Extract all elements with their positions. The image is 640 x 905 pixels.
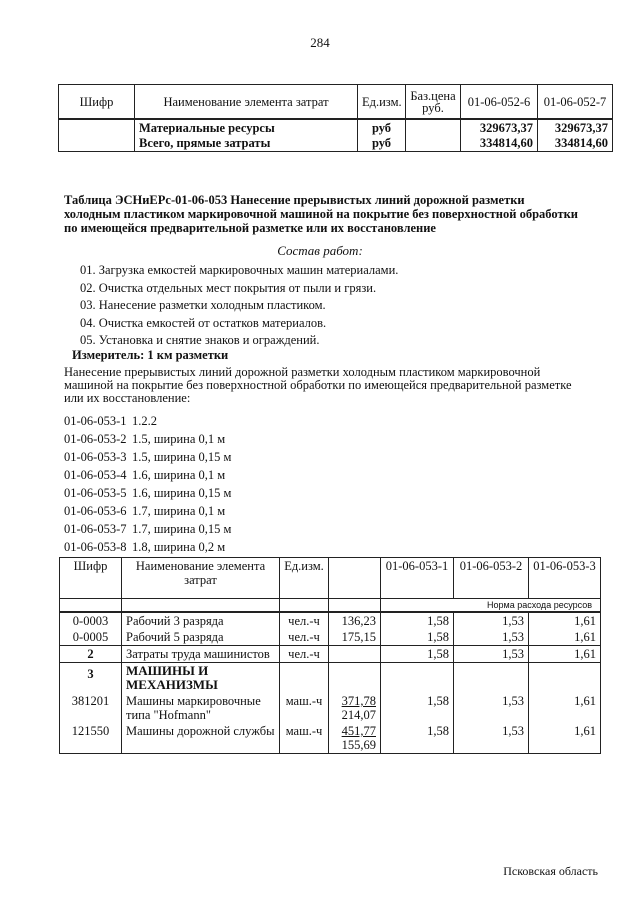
cell-name: Затраты труда машинистов [122, 646, 280, 663]
cell-name: Машины маркировочные типа "Hofmann" [122, 693, 280, 723]
cell-value-1: 1,58 [381, 612, 454, 629]
meter-label: Измеритель: 1 км разметки [72, 348, 229, 362]
empty-cell [454, 663, 529, 694]
description-line: машиной на покрытие без поверхностной обработки по имеющейся предварительной разметке [64, 378, 572, 392]
cell-name: Рабочий 3 разряда [122, 612, 280, 629]
list-item: 05. Установка и снятие знаков и ограждений. [80, 333, 320, 348]
empty-cell [329, 599, 381, 613]
cell-value-2: 1,53 [454, 629, 529, 646]
header-price [329, 558, 381, 599]
title-line: Таблица ЭСНиЕРс-01-06-053 Нанесение прерывистых линий дорожной разметки [64, 193, 525, 207]
empty-cell [280, 663, 329, 694]
work-list [80, 262, 398, 350]
table-row [60, 612, 601, 629]
list-item: 02. Очистка отдельных мест покрытия от пыли и грязи. [80, 280, 377, 295]
empty-cell [329, 663, 381, 694]
header-col-2: 01-06-052-7 [538, 85, 613, 120]
cell-value-1: 1,58 [381, 723, 454, 754]
cell-code: 381201 [60, 693, 122, 723]
section-label: МАШИНЫ И МЕХАНИЗМЫ [122, 663, 280, 694]
empty-cell [122, 599, 280, 613]
variant-row [64, 485, 231, 503]
section-row [60, 663, 601, 694]
header-unit: Ед.изм. [358, 85, 406, 120]
table-row [60, 693, 601, 723]
cell-code: 121550 [60, 723, 122, 754]
cell-name: Рабочий 5 разряда [122, 629, 280, 646]
cell-value-3: 1,61 [529, 612, 601, 629]
cell-unit: маш.-ч [280, 693, 329, 723]
cell-value-2: 1,53 [454, 612, 529, 629]
description [64, 366, 609, 405]
variant-code: 01-06-053-5 [64, 486, 127, 500]
cell-code: 0-0005 [60, 629, 122, 646]
empty-cell [280, 599, 329, 613]
header-col-3: 01-06-053-3 [529, 558, 601, 599]
cell-unit: маш.-ч [280, 723, 329, 754]
title-line: холодным пластиком маркировочной машиной на покрытие без поверхностной обработки [64, 207, 579, 221]
empty-cell [529, 663, 601, 694]
cell-code: 2 [60, 646, 122, 663]
variant-code: 01-06-053-4 [64, 468, 127, 482]
cell-price [406, 136, 461, 152]
list-item: 03. Нанесение разметки холодным пластиком. [80, 298, 326, 313]
table-row [59, 119, 613, 136]
cell-value-2: 1,53 [454, 723, 529, 754]
variant-code: 01-06-053-6 [64, 504, 127, 518]
cell-code [59, 136, 135, 152]
header-code: Шифр [59, 85, 135, 120]
cell-value-2: 1,53 [454, 646, 529, 663]
variant-row [64, 503, 231, 521]
norm-label: Норма расхода ресурсов [381, 599, 601, 613]
cell-value-1: 1,58 [381, 629, 454, 646]
cell-unit: руб [358, 136, 406, 152]
header-code: Шифр [60, 558, 122, 599]
cell-value-3: 1,61 [529, 629, 601, 646]
variant-text: 1.5, ширина 0,1 м [132, 432, 226, 446]
variant-code: 01-06-053-2 [64, 432, 127, 446]
page-number: 284 [310, 35, 330, 50]
cell-value-1: 1,58 [381, 646, 454, 663]
price-wage: 155,69 [341, 738, 376, 752]
variant-row [64, 413, 231, 431]
variant-row [64, 539, 231, 557]
cell-price: 136,23 [329, 612, 381, 629]
continuation-table [58, 84, 613, 152]
list-item: 01. Загрузка емкостей маркировочных машин материалами. [80, 263, 399, 277]
variant-row [64, 467, 231, 485]
table-row [60, 629, 601, 646]
table-header-row [60, 558, 601, 599]
cell-price [329, 693, 381, 723]
variant-code: 01-06-053-3 [64, 450, 127, 464]
table-row [60, 723, 601, 754]
cell-value-2: 329673,37 [538, 119, 613, 136]
header-col-1: 01-06-052-6 [461, 85, 538, 120]
cell-code: 0-0003 [60, 612, 122, 629]
composition-label: Состав работ: [277, 243, 363, 258]
variant-text: 1.7, ширина 0,15 м [132, 522, 232, 536]
table-title [64, 193, 609, 235]
variant-row [64, 449, 231, 467]
title-line: по имеющейся предварительной разметке или их восстановление [64, 221, 436, 235]
cell-value-1: 334814,60 [461, 136, 538, 152]
cell-value-3: 1,61 [529, 693, 601, 723]
cell-value-1: 1,58 [381, 693, 454, 723]
header-col-2: 01-06-053-2 [454, 558, 529, 599]
table-row [60, 646, 601, 663]
cell-unit: руб [358, 119, 406, 136]
cell-unit: чел.-ч [280, 612, 329, 629]
variant-text: 1.5, ширина 0,15 м [132, 450, 232, 464]
description-line: или их восстановление: [64, 391, 191, 405]
empty-cell [60, 599, 122, 613]
cell-price [329, 723, 381, 754]
cell-value-3: 1,61 [529, 723, 601, 754]
cell-value-2: 334814,60 [538, 136, 613, 152]
header-col-1: 01-06-053-1 [381, 558, 454, 599]
norm-label-row [60, 599, 601, 613]
variant-text: 1.8, ширина 0,2 м [132, 540, 226, 554]
cell-price [406, 119, 461, 136]
cell-value-1: 329673,37 [461, 119, 538, 136]
cell-value-3: 1,61 [529, 646, 601, 663]
section-code: 3 [60, 663, 122, 694]
cell-price: 175,15 [329, 629, 381, 646]
variant-list [64, 413, 231, 557]
header-unit: Ед.изм. [280, 558, 329, 599]
cell-code [59, 119, 135, 136]
price-estimated: 451,77 [341, 724, 376, 738]
variant-row [64, 431, 231, 449]
variant-code: 01-06-053-7 [64, 522, 127, 536]
cell-unit: чел.-ч [280, 629, 329, 646]
cell-name: Машины дорожной службы [122, 723, 280, 754]
variant-text: 1.6, ширина 0,1 м [132, 468, 226, 482]
cell-name: Всего, прямые затраты [135, 136, 358, 152]
variant-text: 1.2.2 [132, 414, 157, 428]
cell-price [329, 646, 381, 663]
variant-code: 01-06-053-1 [64, 414, 127, 428]
header-name: Наименование элемента затрат [122, 558, 280, 599]
variant-row [64, 521, 231, 539]
price-wage: 214,07 [341, 708, 376, 722]
description-line: Нанесение прерывистых линий дорожной разметки холодным пластиком маркировочной [64, 365, 541, 379]
variant-text: 1.7, ширина 0,1 м [132, 504, 226, 518]
empty-cell [381, 663, 454, 694]
list-item: 04. Очистка емкостей от остатков материалов. [80, 315, 327, 330]
price-estimated: 371,78 [341, 694, 376, 708]
variant-code: 01-06-053-8 [64, 540, 127, 554]
table-header-row [59, 85, 613, 120]
header-name: Наименование элемента затрат [135, 85, 358, 120]
variant-text: 1.6, ширина 0,15 м [132, 486, 232, 500]
table-row [59, 136, 613, 152]
cell-name: Материальные ресурсы [135, 119, 358, 136]
resource-table [59, 557, 601, 754]
footer-region: Псковская область [503, 864, 598, 878]
cell-unit: чел.-ч [280, 646, 329, 663]
cell-value-2: 1,53 [454, 693, 529, 723]
header-base-price: Баз.цена руб. [406, 85, 461, 120]
